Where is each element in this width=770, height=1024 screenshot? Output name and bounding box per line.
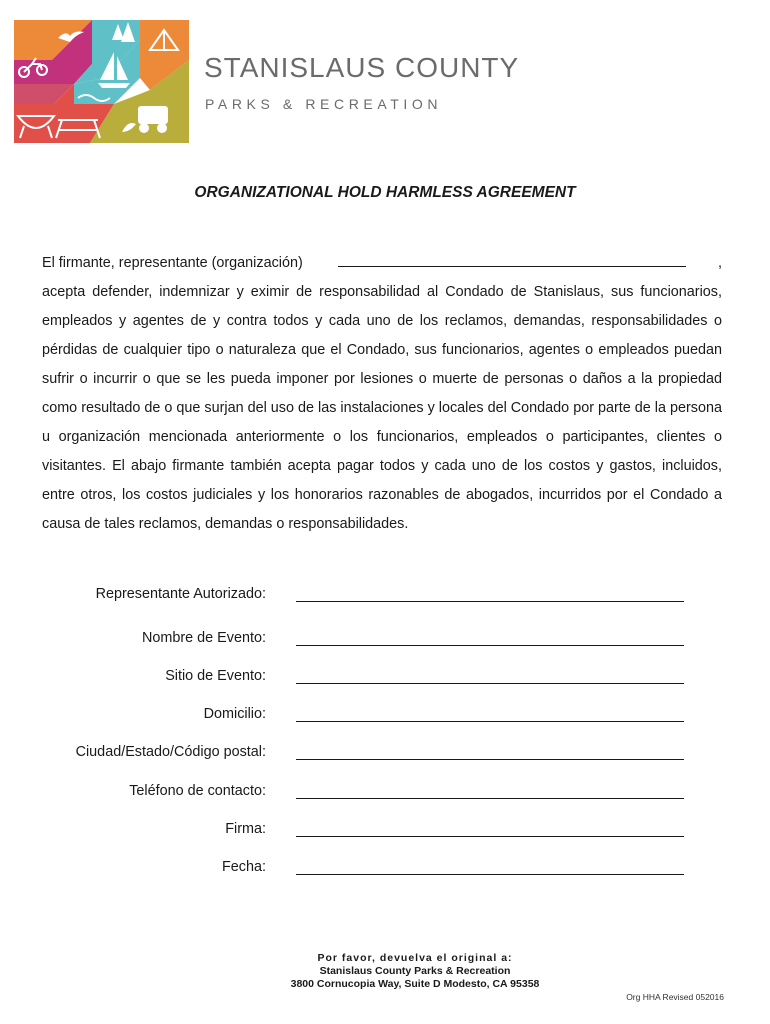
intro-start: El firmante, representante (organización) [42,255,303,271]
field-label: Representante Autorizado: [95,586,266,602]
event-name-input[interactable] [296,645,684,646]
city-state-zip-input[interactable] [296,759,684,760]
field-city-state-zip [0,744,770,768]
agreement-body: acepta defender, indemnizar y eximir de responsabilidad al Condado de Stanislaus, sus funcionarios, empleados y agentes de y contra todos y cada uno de los reclamos, demandas, responsabilidades o pérdidas de cualquier tipo o naturaleza que el Condado, sus funcionarios, agentes o empleados puedan sufrir o incurrir o que se les pueda imponer por lesiones o muerte de personas o daños a la propiedad como resultado de o que surjan del uso de las instalaciones y locales del Condado por parte de la persona u organización mencionada anteriormente o los funcionarios, empleados o participantes, clientes o visitantes. El abajo firmante también acepta pagar todos y cada uno de los costos y gastos, incluidos, entre otros, los costos judiciales y los honorarios razonables de abogados, incurridos por el Condado a causa de tales reclamos, demandas o responsabilidades. [42,284,722,532]
agreement-text [42,246,722,539]
org-name: STANISLAUS COUNTY [204,52,520,83]
field-address [0,706,770,730]
field-event-site [0,668,770,692]
contact-phone-input[interactable] [296,798,684,799]
organization-name-field[interactable] [338,246,686,267]
field-contact-phone [0,783,770,807]
field-label: Firma: [225,821,266,837]
revision-note: Org HHA Revised 052016 [626,992,724,1002]
intro-comma: , [717,255,722,271]
field-label: Ciudad/Estado/Código postal: [75,744,266,760]
field-label: Teléfono de contacto: [129,783,266,799]
field-label: Domicilio: [203,706,266,722]
field-event-name [0,630,770,654]
org-subtitle: PARKS & RECREATION [205,96,443,112]
authorized-rep-input[interactable] [296,601,684,602]
county-parks-logo [14,20,189,143]
return-address [0,952,770,991]
field-label: Sitio de Evento: [165,668,266,684]
field-label: Fecha: [222,859,266,875]
return-org: Stanislaus County Parks & Recreation [319,965,511,977]
field-label: Nombre de Evento: [142,630,266,646]
return-instruction: Por favor, devuelva el original a: [317,952,513,964]
signature-input[interactable] [296,836,684,837]
event-site-input[interactable] [296,683,684,684]
address-input[interactable] [296,721,684,722]
return-street: 3800 Cornucopia Way, Suite D Modesto, CA 95358 [290,978,540,990]
document-title: ORGANIZATIONAL HOLD HARMLESS AGREEMENT [194,184,576,201]
intro-line [42,246,722,278]
field-date [0,859,770,883]
field-authorized-rep [0,586,770,610]
field-signature [0,821,770,845]
date-input[interactable] [296,874,684,875]
